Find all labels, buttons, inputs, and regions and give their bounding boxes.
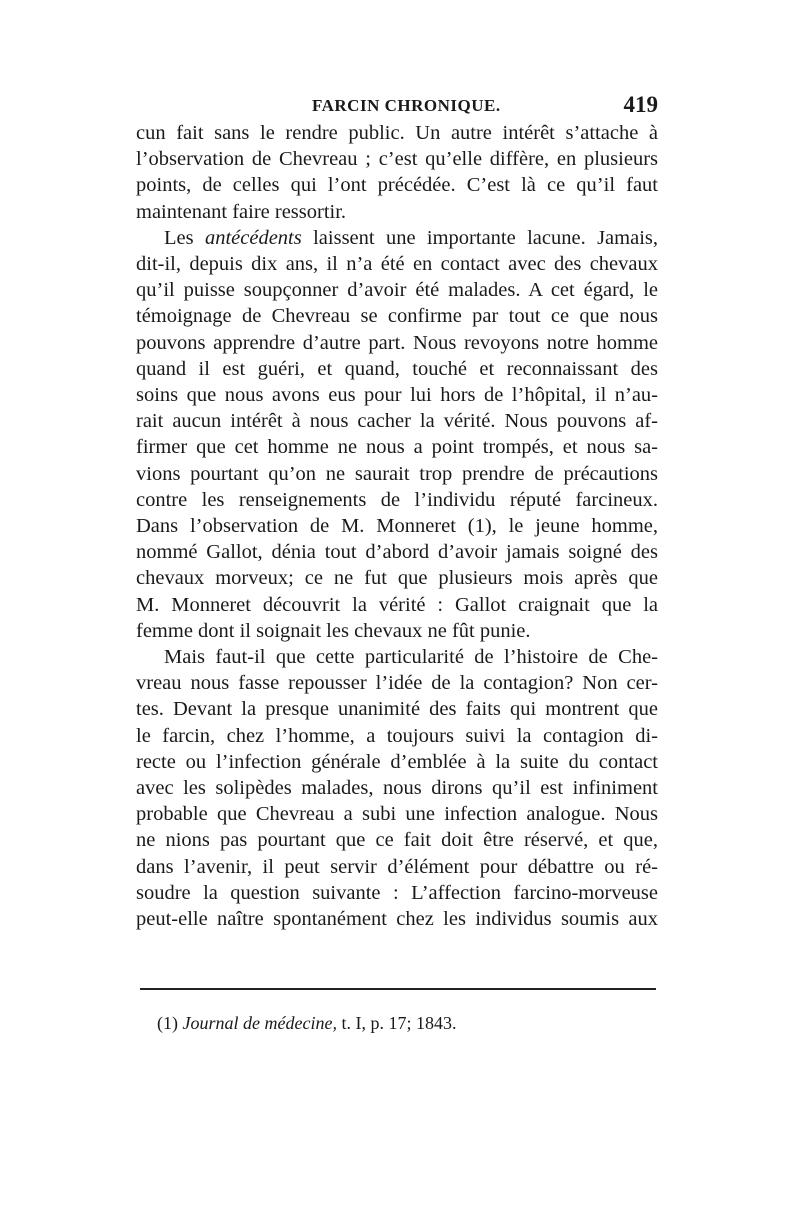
body-text (136, 120, 658, 932)
running-title: FARCIN CHRONIQUE. (312, 96, 501, 115)
text-line: l’observation de Chevreau ; c’est qu’elle diffère, en plusieurs (136, 148, 658, 171)
text-line: contre les renseignements de l’individu réputé farcineux. (136, 488, 658, 511)
italic-term: antécédents (204, 226, 302, 249)
text-line: chevaux morveux; ce ne fut que plusieurs mois après que (136, 567, 658, 590)
text-line: vreau nous fasse repousser l’idée de la contagion? Non cer- (136, 672, 658, 695)
text-line: tes. Devant la presque unanimité des faits qui montrent que (136, 698, 658, 721)
text-line: nommé Gallot, dénia tout d’abord d’avoir jamais soigné des (136, 541, 658, 564)
text-line: maintenant faire ressortir. (136, 200, 347, 223)
text-line: le farcin, chez l’homme, a toujours suivi la contagion di- (136, 724, 658, 747)
page-number: 419 (623, 92, 658, 117)
paragraph (136, 225, 658, 644)
footnote (157, 1013, 456, 1034)
footnote-marker: (1) (157, 1013, 178, 1033)
text-line: peut-elle naître spontanément chez les individus soumis aux (136, 908, 658, 931)
text-line: rait aucun intérêt à nous cacher la vérité. Nous pouvons af- (136, 410, 658, 433)
text-line: probable que Chevreau a subi une infection analogue. Nous (136, 803, 658, 826)
text-line: points, de celles qui l’ont précédée. C’est là ce qu’il faut (136, 174, 658, 197)
text-line: ne nions pas pourtant que ce fait doit être réservé, et que, (136, 829, 658, 852)
text-line: cun fait sans le rendre public. Un autre intérêt s’attache à (136, 122, 658, 144)
text-line: avec les solipèdes malades, nous dirons qu’il est infiniment (136, 777, 658, 800)
text-line: Mais faut-il que cette particularité de l’histoire de Che- (164, 646, 658, 669)
text-line: soudre la question suivante : L’affection farcino-morveuse (136, 881, 658, 904)
footnote-journal-title: Journal de médecine, (182, 1013, 337, 1033)
text-line: témoignage de Chevreau se confirme par tout ce que nous (136, 305, 658, 328)
text-line: quand il est guéri, et quand, touché et reconnaissant des (136, 357, 658, 380)
paragraph (136, 644, 658, 932)
text-line: Dans l’observation de M. Monneret (1), le jeune homme, (136, 515, 658, 538)
text-line: recte ou l’infection générale d’emblée à la suite du contact (136, 750, 658, 773)
footnote-reference: t. I, p. 17; 1843. (341, 1013, 457, 1033)
text-line-with-italic: Les antécédents laissent une importante lacune. Jamais, (164, 226, 658, 249)
text-line: dit-il, depuis dix ans, il n’a été en contact avec des chevaux (136, 253, 658, 276)
text-line: soins que nous avons eus pour lui hors de l’hôpital, il n’au- (136, 384, 658, 407)
text-line: vions pourtant qu’on ne saurait trop prendre de précautions (136, 462, 658, 485)
text-line: qu’il puisse soupçonner d’avoir été malades. A cet égard, le (136, 279, 658, 302)
text-line: M. Monneret découvrit la vérité : Gallot craignait que la (136, 593, 658, 616)
text-line: femme dont il soignait les chevaux ne fût punie. (136, 619, 531, 642)
text-line: firmer que cet homme ne nous a point trompés, et nous sa- (136, 436, 658, 459)
text-line: pouvons apprendre d’autre part. Nous revoyons notre homme (136, 331, 658, 354)
text-line: dans l’avenir, il peut servir d’élément pour débattre ou ré- (136, 855, 658, 878)
paragraph (136, 120, 658, 225)
footnote-rule (140, 988, 656, 990)
